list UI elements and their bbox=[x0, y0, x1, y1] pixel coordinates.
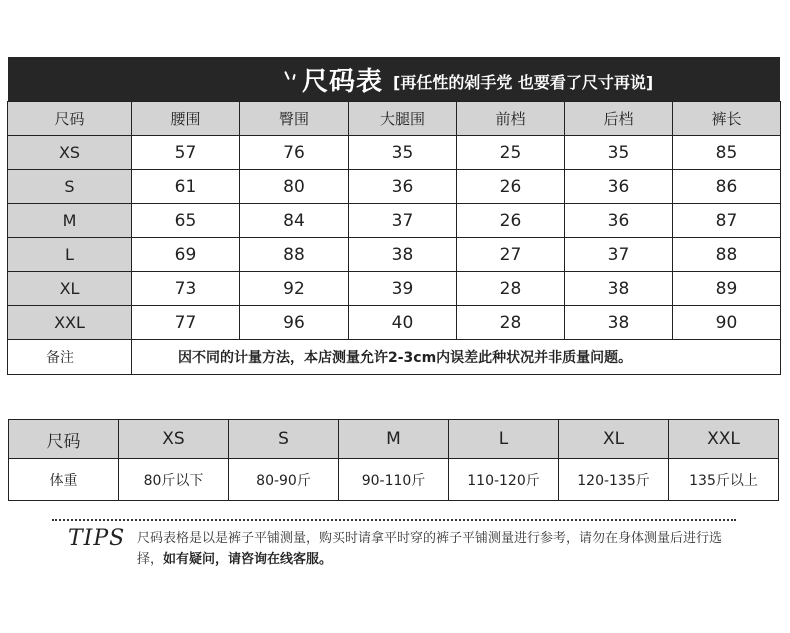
weight-cell: 110-120斤 bbox=[449, 459, 559, 501]
table-cell: 69 bbox=[132, 238, 240, 272]
table-cell: 77 bbox=[132, 306, 240, 340]
size-cell: XL bbox=[559, 420, 669, 459]
tips-text-plain: 尺码表格是以是裤子平铺测量，购买时请拿平时穿的裤子平铺测量进行参考，请勿在身体测量后进行选择， bbox=[137, 531, 723, 567]
column-header: 尺码 bbox=[8, 102, 132, 136]
weight-cell: 90-110斤 bbox=[339, 459, 449, 501]
note-label: 备注 bbox=[8, 340, 132, 375]
table-row bbox=[8, 136, 781, 170]
weight-label-cell: 体重 bbox=[9, 459, 119, 501]
table-cell: 65 bbox=[132, 204, 240, 238]
weight-cell: 135斤以上 bbox=[669, 459, 779, 501]
size-cell: S bbox=[229, 420, 339, 459]
table-row bbox=[8, 306, 781, 340]
weight-cell: 80斤以下 bbox=[119, 459, 229, 501]
table-row bbox=[8, 238, 781, 272]
size-cell: XXL bbox=[8, 306, 132, 340]
table-cell: 26 bbox=[457, 204, 565, 238]
table-row bbox=[8, 272, 781, 306]
table-cell: 87 bbox=[673, 204, 781, 238]
size-cell: L bbox=[449, 420, 559, 459]
tips-text-bold: 如有疑问，请咨询在线客服。 bbox=[163, 552, 333, 567]
tips-text bbox=[137, 528, 737, 570]
table-cell: 37 bbox=[349, 204, 457, 238]
table-cell: 25 bbox=[457, 136, 565, 170]
column-header: 大腿围 bbox=[349, 102, 457, 136]
table-cell: 28 bbox=[457, 272, 565, 306]
table-cell: 80 bbox=[240, 170, 349, 204]
size-cell: XL bbox=[8, 272, 132, 306]
table-cell: 86 bbox=[673, 170, 781, 204]
column-header: 臀围 bbox=[240, 102, 349, 136]
table-row bbox=[8, 204, 781, 238]
sparkle-icon bbox=[284, 67, 298, 91]
size-cell: XS bbox=[8, 136, 132, 170]
note-row bbox=[8, 340, 781, 375]
table-cell: 35 bbox=[565, 136, 673, 170]
table-cell: 26 bbox=[457, 170, 565, 204]
tips-divider bbox=[52, 519, 736, 521]
table-cell: 85 bbox=[673, 136, 781, 170]
table-cell: 36 bbox=[565, 170, 673, 204]
weight-size-table bbox=[8, 419, 779, 501]
table-cell: 84 bbox=[240, 204, 349, 238]
weight-cell: 80-90斤 bbox=[229, 459, 339, 501]
note-text: 因不同的计量方法，本店测量允许2-3cm内误差此种状况并非质量问题。 bbox=[132, 340, 781, 375]
table-row bbox=[8, 170, 781, 204]
table-cell: 38 bbox=[565, 306, 673, 340]
column-header: 后档 bbox=[565, 102, 673, 136]
size-measurement-table bbox=[7, 101, 781, 375]
table-cell: 38 bbox=[349, 238, 457, 272]
size-chart-header bbox=[8, 57, 780, 101]
table-cell: 39 bbox=[349, 272, 457, 306]
table-cell: 73 bbox=[132, 272, 240, 306]
size-cell: XXL bbox=[669, 420, 779, 459]
size-chart-subtitle: [再任性的剁手党 也要看了尺寸再说] bbox=[393, 72, 654, 92]
table-cell: 76 bbox=[240, 136, 349, 170]
table-cell: 27 bbox=[457, 238, 565, 272]
table-cell: 92 bbox=[240, 272, 349, 306]
tips-label: TIPS bbox=[68, 526, 126, 551]
column-header: 裤长 bbox=[673, 102, 781, 136]
table-cell: 37 bbox=[565, 238, 673, 272]
weight-cell: 120-135斤 bbox=[559, 459, 669, 501]
table-header-row bbox=[8, 102, 781, 136]
table-cell: 36 bbox=[349, 170, 457, 204]
table-header-row bbox=[9, 420, 779, 459]
table-cell: 88 bbox=[673, 238, 781, 272]
table-cell: 57 bbox=[132, 136, 240, 170]
column-header: 腰围 bbox=[132, 102, 240, 136]
table-cell: 90 bbox=[673, 306, 781, 340]
size-cell: M bbox=[339, 420, 449, 459]
table-cell: 89 bbox=[673, 272, 781, 306]
table-cell: 40 bbox=[349, 306, 457, 340]
table-cell: 36 bbox=[565, 204, 673, 238]
size-cell: M bbox=[8, 204, 132, 238]
size-label-cell: 尺码 bbox=[9, 420, 119, 459]
table-cell: 35 bbox=[349, 136, 457, 170]
table-cell: 61 bbox=[132, 170, 240, 204]
size-cell: XS bbox=[119, 420, 229, 459]
size-cell: S bbox=[8, 170, 132, 204]
table-cell: 38 bbox=[565, 272, 673, 306]
table-cell: 96 bbox=[240, 306, 349, 340]
table-cell: 88 bbox=[240, 238, 349, 272]
table-row bbox=[9, 459, 779, 501]
column-header: 前档 bbox=[457, 102, 565, 136]
size-chart-title: 尺码表 bbox=[302, 66, 384, 97]
table-cell: 28 bbox=[457, 306, 565, 340]
size-cell: L bbox=[8, 238, 132, 272]
